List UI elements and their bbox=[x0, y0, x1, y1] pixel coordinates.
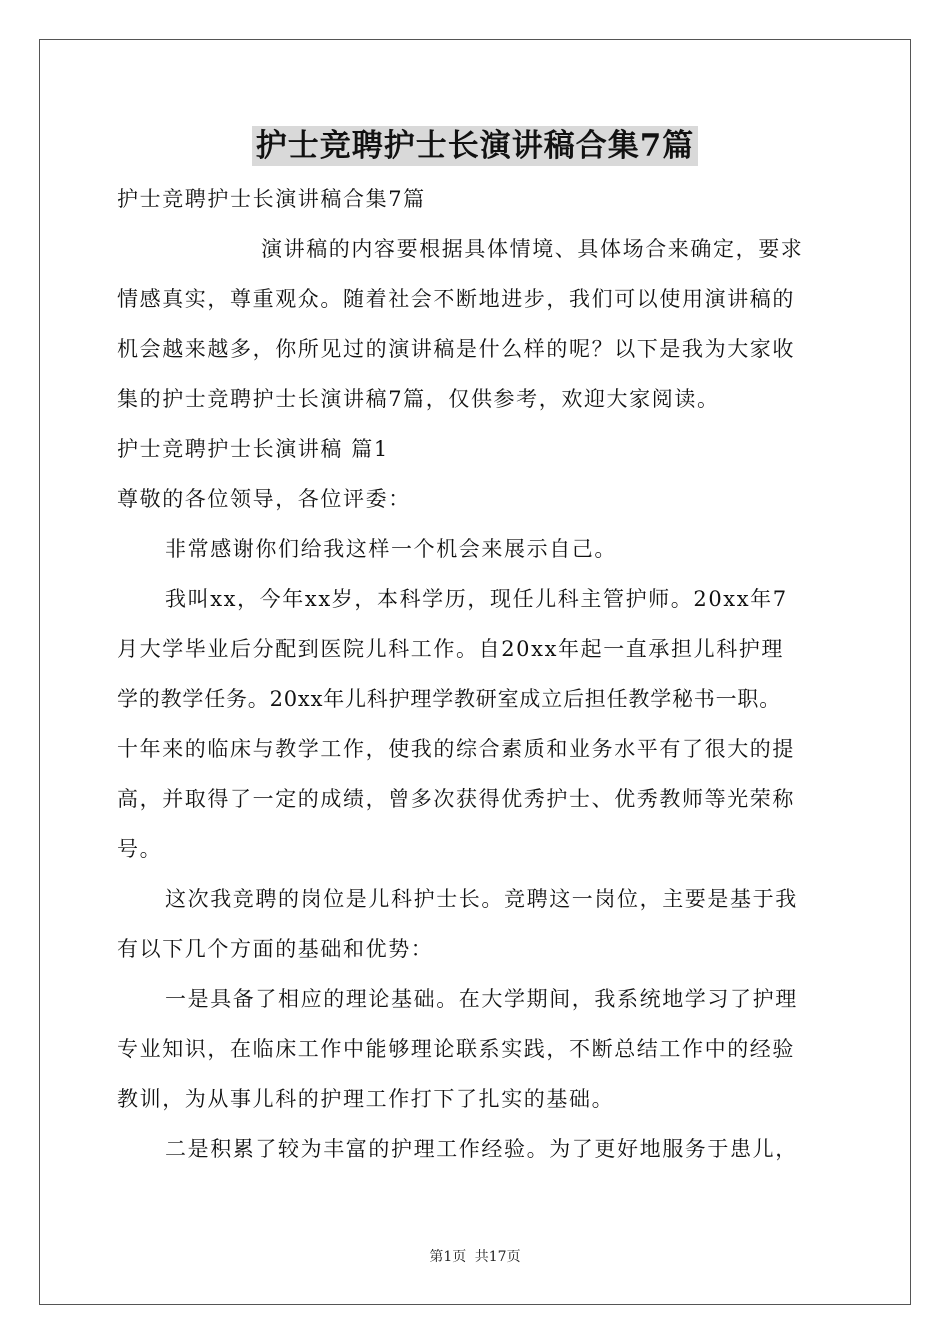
paragraph-line: 集的护士竞聘护士长演讲稿7篇，仅供参考，欢迎大家阅读。 bbox=[117, 387, 720, 411]
paragraph-line: 教训，为从事儿科的护理工作打下了扎实的基础。 bbox=[117, 1087, 615, 1111]
page-number: 第1页 bbox=[429, 1249, 467, 1265]
paragraph-line: 演讲稿的内容要根据具体情境、具体场合来确定，要求 bbox=[261, 237, 804, 261]
paragraph-line: 十年来的临床与教学工作，使我的综合素质和业务水平有了很大的提 bbox=[117, 737, 795, 761]
page-total: 共17页 bbox=[474, 1249, 521, 1265]
document-title: 护士竞聘护士长演讲稿合集7篇 bbox=[252, 126, 699, 166]
section-heading: 护士竞聘护士长演讲稿 篇1 bbox=[117, 437, 389, 461]
page-border bbox=[39, 39, 911, 1305]
title-container bbox=[0, 126, 950, 166]
subtitle-line: 护士竞聘护士长演讲稿合集7篇 bbox=[117, 187, 426, 211]
paragraph-line: 非常感谢你们给我这样一个机会来展示自己。 bbox=[165, 537, 617, 561]
paragraph-line: 我叫xx，今年xx岁，本科学历，现任儿科主管护师。20xx年7 bbox=[165, 587, 788, 611]
paragraph-line: 机会越来越多，你所见过的演讲稿是什么样的呢？以下是我为大家收 bbox=[117, 337, 795, 361]
paragraph-line: 月大学毕业后分配到医院儿科工作。自20xx年起一直承担儿科护理 bbox=[117, 637, 785, 661]
page-footer bbox=[0, 1246, 950, 1266]
paragraph-line: 这次我竞聘的岗位是儿科护士长。竞聘这一岗位，主要是基于我 bbox=[165, 887, 798, 911]
paragraph-line: 一是具备了相应的理论基础。在大学期间，我系统地学习了护理 bbox=[165, 987, 798, 1011]
paragraph-line: 有以下几个方面的基础和优势： bbox=[117, 937, 434, 961]
paragraph-line: 学的教学任务。20xx年儿科护理学教研室成立后担任教学秘书一职。 bbox=[117, 687, 782, 711]
paragraph-line: 专业知识，在临床工作中能够理论联系实践，不断总结工作中的经验 bbox=[117, 1037, 795, 1061]
paragraph-line: 高，并取得了一定的成绩，曾多次获得优秀护士、优秀教师等光荣称 bbox=[117, 787, 795, 811]
paragraph-line: 二是积累了较为丰富的护理工作经验。为了更好地服务于患儿， bbox=[165, 1137, 798, 1161]
salutation: 尊敬的各位领导，各位评委： bbox=[117, 487, 411, 511]
paragraph-line: 号。 bbox=[117, 837, 163, 861]
paragraph-line: 情感真实，尊重观众。随着社会不断地进步，我们可以使用演讲稿的 bbox=[117, 287, 795, 311]
